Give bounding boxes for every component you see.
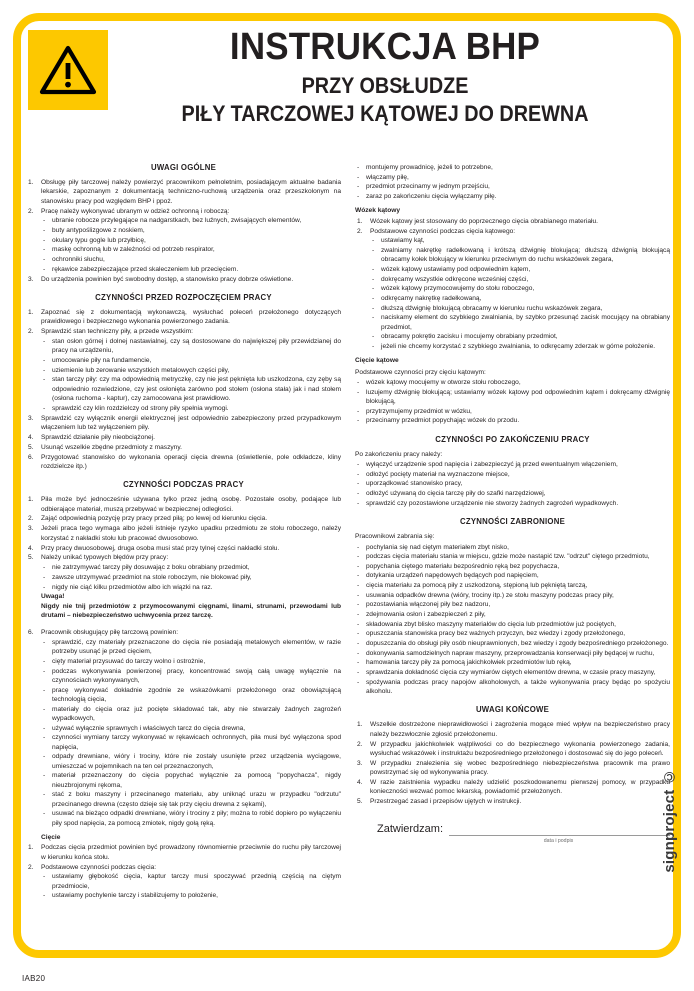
product-code: IAB20: [22, 974, 46, 983]
section-heading-uwagi-koncowe: UWAGI KOŃCOWE: [475, 705, 550, 715]
sublist: [370, 236, 670, 351]
list-uwagi-koncowe: [355, 720, 670, 806]
list-item: 1. Obsługę piły tarczowej należy powierzyć pracownikom pełnoletnim, posiadającym aktualne badania lekarskie, zapoznanym z dokumentacją techniczno-ruchową urządzenia oraz przeszkolonym na stanowisku pracy pod względem BHP i ppoż.: [28, 179, 341, 205]
list-item: - ubranie robocze przylegające na nadgarstkach, bez luźnych, zwisających elementów,: [41, 216, 341, 225]
list-item: - pochylania się nad ciętym materiałem zbyt nisko,: [355, 543, 670, 552]
left-column: [26, 163, 341, 953]
sublist: [41, 216, 341, 274]
subheading-ciecie: Cięcie: [41, 834, 61, 842]
list-item: - wózek kątowy przymocowujemy do stołu roboczego,: [370, 284, 670, 293]
subheading-wozek-katowy: Wózek kątowy: [355, 207, 401, 215]
list-item: - okulary typu gogle lub przyłbicę,: [41, 236, 341, 245]
list-item: - zaraz po zakończeniu cięcia wyłączamy piłę.: [355, 192, 670, 201]
section-heading-podczas-pracy: CZYNNOŚCI PODCZAS PRACY: [123, 480, 244, 490]
page-subtitle-line2: PIŁY TARCZOWEJ KĄTOWEJ DO DREWNA: [181, 101, 589, 127]
sublist: [41, 337, 341, 413]
list-item: - składowania zbyt blisko maszyny materiałów do cięcia lub przedmiotów już pociętych,: [355, 620, 670, 629]
list-item: - stać z boku maszyny i przecinanego materiału, aby uniknąć urazu w przypadku "odrzutu" przecinanego drewna (często dzieje się tak przy cięciu drewna z sękami),: [41, 790, 341, 809]
list-item: - uziemienie lub zerowanie wszystkich metalowych części piły,: [41, 366, 341, 375]
list-item: - opuszczania stanowiska pracy bez ważnych przyczyn, bez wiedzy i zgody przełożonego,: [355, 629, 670, 638]
list-item: 1. Wózek kątowy jest stosowany do poprzecznego cięcia obrabianego materiału.: [357, 217, 598, 225]
list-po-zakonczeniu: [355, 460, 670, 508]
section-heading-przed-rozpoczeciem: CZYNNOŚCI PRZED ROZPOCZĘCIEM PRACY: [95, 292, 272, 302]
list-item: - sprawdzania dokładność cięcia czy wymiarów ciętych elementów drewna, w czasie pracy maszyny,: [355, 668, 670, 677]
list-item: - montujemy prowadnicę, jeżeli to potrzebne,: [355, 163, 670, 172]
list-item: - wyłączyć urządzenie spod napięcia i zabezpieczyć ją przed ewentualnym włączeniem,: [355, 460, 670, 469]
list-item: - spożywania podczas pracy napojów alkoholowych, a także wykonywania pracy będąc po spożyciu alkoholu.: [355, 678, 670, 697]
list-item: - dotykania urządzeń napędowych będących pod napięciem,: [355, 571, 670, 580]
lead-text-zabronione: Pracownikowi zabrania się:: [355, 533, 435, 541]
list-item: 1. Wszelkie dostrzeżone nieprawidłowości i zagrożenia mogące mieć wpływ na bezpieczeństwo pracy należy bezzwłocznie zgłosić przełożonemu.: [357, 721, 670, 738]
list-item: - nie zatrzymywać tarczy piły dosuwając z boku obrabiany przedmiot,: [41, 563, 341, 572]
list-ciecie: [26, 843, 341, 900]
list-item: - używać wyłącznie sprawnych i właściwych tarcz do cięcia drewna,: [41, 724, 341, 733]
list-item: - pracę wykonywać dokładnie zgodnie ze wskazówkami przełożonego oraz obowiązującą technologią cięcia,: [41, 686, 341, 705]
list-item: - odłożyć pocięty materiał na wyznaczone miejsce,: [355, 470, 670, 479]
poster-header: [28, 28, 666, 158]
list-item: - wózek kątowy ustawiamy pod odpowiednim kątem,: [370, 265, 670, 274]
signature-block: [355, 823, 670, 844]
list-item: 3. Sprawdzić czy wyłącznik energii elektrycznej jest odpowiednio zabezpieczony przed przypadkowym włączeniem lub też wyłączeniem piły.: [28, 414, 341, 431]
list-item: - wózek kątowy mocujemy w otworze stołu roboczego,: [355, 378, 670, 387]
list-item: 1. Zapoznać się z dokumentacją wykonawczą, wysłuchać poleceń przełożonego dotyczących prawidłowego i bezpiecznego wykonania powierzonego zadania.: [28, 308, 341, 326]
list-item: - jeżeli nie chcemy korzystać z szybkiego zwalniania, to odkręcamy zderzak w górne położenie.: [370, 342, 670, 351]
section-heading-po-zakonczeniu: CZYNNOŚCI PO ZAKOŃCZENIU PRACY: [435, 434, 590, 444]
list-item: - luzujemy dźwignię blokującą; ustawiamy wózek kątowy pod odpowiednim kątem i dokręcamy dźwignię blokującą,: [355, 388, 670, 407]
list-item: 2. W przypadku jakichkolwiek wątpliwości co do bezpiecznego wykonania powierzonego zadania, wysłuchać wskazówek i instruktażu bezpośredniego przełożonego i dostosować się do jego poleceń.: [357, 740, 670, 757]
list-item: - dokręcamy wszystkie odkręcone wcześniej części,: [370, 275, 670, 284]
warning-label: Uwaga!: [41, 593, 65, 601]
continued-bullets: [355, 163, 670, 201]
list-item: - nigdy nie ciąć kilku przedmiotów albo ich wiązki na raz.: [41, 583, 341, 592]
list-item: 3. Do urządzenia powinien być swobodny dostęp, a stanowisko pracy dobrze oświetlone.: [28, 275, 294, 283]
list-item: - ustawiamy pochylenie tarczy i stabilizujemy to położenie,: [41, 891, 341, 900]
list-item: 2. Zająć odpowiednią pozycję przy pracy przed piłą; po lewej od kierunku cięcia.: [28, 515, 268, 523]
section-heading-zabronione: CZYNNOŚCI ZABRONIONE: [459, 517, 566, 527]
list-item: - materiały do cięcia oraz już pocięte składować tak, aby nie stwarzały żadnych zagrożeń wypadkowych,: [41, 705, 341, 724]
list-item: 4. W razie zaistnienia wypadku należy udzielić poszkodowanemu pierwszej pomocy, w przypadku konieczności wezwać pomoc lekarską, powiadomić przełożonych.: [357, 779, 670, 796]
list-item: - umocowanie piły na fundamencie,: [41, 356, 341, 365]
list-item: - usuwać na bieżąco odpadki drewniane, wióry i trociny z piły; można to robić dopiero po wyłączeniu piły spod napięcia, za pomocą zmiotek, nigdy gołą ręką.: [41, 809, 341, 828]
list-item: 2. Podstawowe czynności podczas cięcia: - ustawiamy głębokość cięcia, kaptur tarczy musi spoczywać przednią częścią na ciętym przedmiocie, - ustawiamy pochylenie tarczy i stabilizujemy to położenie,: [26, 863, 341, 901]
list-uwagi-ogolne: [26, 178, 341, 284]
spacer: [26, 621, 341, 628]
list-item: - sprawdzić czy klin rozdzielczy od strony piły spełnia wymogi.: [41, 404, 341, 413]
list-item: - odkręcamy nakrętkę radełkowaną,: [370, 294, 670, 303]
list-item: - przedmiot przecinamy w jednym przejściu,: [355, 182, 670, 191]
list-item: - czynności wymiany tarczy wykonywać w rękawicach ochronnych, piła musi być wyłączona spod napięcia,: [41, 733, 341, 752]
list-item: - maskę ochronną lub w zależności od potrzeb respirator,: [41, 245, 341, 254]
list-item: 2. Podstawowe czynności podczas cięcia kątowego: - ustawiamy kąt, - zwalniamy nakrętkę radełkowaną i krótszą dźwignię blokującą; dłuższą dźwignią blokującą obracamy kołek blokujący w kierunku przeciwnym do ruchu wskazówek zegara, - wózek kątowy ustawiamy pod odpowiednim kątem, - dokręcamy wszystkie odkręcone wcześniej części, - wózek kątowy przymocowujemy do stołu roboczego, - odkręcamy nakrętkę radełkowaną, - dłuższą dźwignię blokującą obracamy w kierunku ruchu wskazówek zegara, - naciskamy element do szybkiego zwalniania, by szybko przesunąć zacisk mocujący na obrabiany przedmiot, - obracamy pokrętło zacisku i mocujemy obrabiany przedmiot, - jeżeli nie chcemy korzystać z szybkiego zwalniania, to odkręcamy zderzak w górne położenie.: [355, 227, 670, 352]
section-heading-uwagi-ogolne: UWAGI OGÓLNE: [150, 163, 217, 172]
lead-text-po-zakonczeniu: Po zakończeniu pracy należy:: [355, 450, 443, 458]
page-subtitle-line1: PRZY OBSŁUDZE: [301, 73, 469, 98]
title-block: [108, 28, 666, 127]
list-item: - zawsze utrzymywać przedmiot na stole roboczym, nie blokować piły,: [41, 573, 341, 582]
list-ciecie-katowe: [355, 378, 670, 426]
list-item: - stan tarczy piły: czy ma odpowiednią metryczkę, czy nie jest pęknięta lub uszkodzona, czy zęby są odpowiednio rozwiedzione, czy jest osłonięta zarówno pod stołem (osłona stała) jak i nad stołem (osłona ruchoma - kaptur), czy zamocowana jest prawidłowo.: [41, 375, 341, 403]
list-przed-rozpoczeciem: [26, 308, 341, 471]
list-item: - rękawice zabezpieczające przed skaleczeniem lub przecięciem.: [41, 265, 341, 274]
list-item: - podczas wykonywania powierzonej pracy, koncentrować swoją całą uwagę wyłącznie na czynnościach wykonywanych,: [41, 667, 341, 686]
list-item: 2. Sprawdzić stan techniczny piły, a przede wszystkim: - stan osłon górnej i dolnej nastawialnej, czy są dostosowane do największej piły przewidzianej do pracy na urządzeniu, - umocowanie piły na fundamencie, - uziemienie lub zerowanie wszystkich metalowych części piły, - stan tarczy piły: czy ma odpowiednią metryczkę, czy nie jest pęknięta lub uszkodzona, czy zęby są odpowiednio rozwiedzione, czy jest osłonięta zarówno pod stołem (osłona stała) jak i nad stołem (osłona ruchoma - kaptur), czy zamocowana jest prawidłowo. - sprawdzić czy klin rozdzielczy od strony piły spełnia wymogi.: [26, 327, 341, 413]
list-item: - dopuszczania do obsługi piły osób nieuprawnionych, bez wiedzy i zgody bezpośredniego przełożonego.: [355, 639, 670, 648]
list-item: - dokonywania samodzielnych napraw maszyny, przeprowadzania konserwacji piły będącej w ruchu,: [355, 649, 670, 658]
list-item: - obracamy pokrętło zacisku i mocujemy obrabiany przedmiot,: [370, 332, 670, 341]
signature-caption: data i podpis: [543, 837, 574, 844]
sublist: [41, 872, 341, 900]
list-item: 4. Sprawdzić działanie piły nieobciążonej.: [28, 433, 155, 441]
list-item: 5. Usunąć wszelkie zbędne przedmioty z maszyny.: [28, 443, 182, 451]
signature-line[interactable]: [449, 824, 670, 836]
list-item: - uporządkować stanowisko pracy,: [355, 479, 670, 488]
list-item: - odłożyć używaną do cięcia tarczę piły do szafki narzędziowej,: [355, 489, 670, 498]
list-podczas-pracy: [26, 495, 341, 828]
list-item: 3. Jeżeli praca tego wymaga albo jeżeli istnieje ryzyko upadku przedmiotu ze stołu roboczego, należy korzystać z nakładki stołu lub pracować dwuosobowo.: [28, 525, 341, 542]
sublist: [41, 638, 341, 828]
list-item: - ochronniki słuchu,: [41, 255, 341, 264]
right-column: [355, 163, 670, 953]
list-item: 1. Podczas cięcia przedmiot powinien być prowadzony równomiernie przeciwnie do ruchu piły tarczowej w kierunku końca stołu.: [28, 844, 341, 861]
list-item: - dłuższą dźwignię blokującą obracamy w kierunku ruchu wskazówek zegara,: [370, 304, 670, 313]
list-zabronione: [355, 543, 670, 697]
list-item: - ustawiamy głębokość cięcia, kaptur tarczy musi spoczywać przednią częścią na ciętym przedmiocie,: [41, 872, 341, 891]
list-item: - odpady drewniane, wióry i trociny, które nie zostały usunięte przez urządzenia wyciągowe, umieszczać w pojemnikach na ten cel przeznaczonych,: [41, 752, 341, 771]
list-item: - ustawiamy kąt,: [370, 236, 670, 245]
warning-text: Nigdy nie tnij przedmiotów z przymocowanymi cięgnami, linami, strunami, przewodami lub drutami – niebezpieczeństwo uchwycenia przez tarczę.: [41, 602, 341, 620]
list-item: - popychania ciętego materiału bezpośrednio ręką bez popychacza,: [355, 562, 670, 571]
list-wozek-katowy: [355, 217, 670, 352]
list-item: - pozostawiania włączonej piły bez nadzoru,: [355, 600, 670, 609]
list-item: - zdejmowania osłon i zabezpieczeń z piły,: [355, 610, 670, 619]
list-item: - naciskamy element do szybkiego zwalniania, by szybko przesunąć zacisk mocujący na obrabiany przedmiot,: [370, 313, 670, 332]
signature-row: [377, 823, 670, 836]
list-item: - podczas cięcia materiału stania w miejscu, gdzie może nastąpić tzw. "odrzut" ciętego przedmiotu,: [355, 552, 670, 561]
sublist: [41, 563, 341, 592]
list-item: 5. Należy unikać typowych błędów przy pracy: - nie zatrzymywać tarczy piły dosuwając z boku obrabiany przedmiot, - zawsze utrzymywać przedmiot na stole roboczym, nie blokować piły, - nigdy nie ciąć kilku przedmiotów albo ich wiązki na raz. Uwaga! Nigdy nie tnij przedmiotów z przymocowanymi cięgnami, linami, strunami, przewodami lub drutami – niebezpieczeństwo uchwycenia przez tarczę.: [26, 553, 341, 620]
list-item: - sprawdzić czy pozostawione urządzenie nie stworzy żadnych zagrożeń wypadkowych.: [355, 499, 670, 508]
list-item: - stan osłon górnej i dolnej nastawialnej, czy są dostosowane do największej piły przewidzianej do pracy na urządzeniu,: [41, 337, 341, 356]
list-item: - hamowania tarczy piły za pomocą jakichkolwiek przedmiotów lub ręką,: [355, 658, 670, 667]
warning-triangle-icon: [28, 30, 108, 110]
signature-label: Zatwierdzam:: [377, 822, 444, 835]
list-item: - przecinamy przedmiot popychając wózek do przodu.: [355, 416, 670, 425]
list-item: 3. W przypadku znalezienia się wobec bezpośredniego niebezpieczeństwa pracownik ma prawo powstrzymać się od wykonywania pracy.: [357, 759, 670, 777]
list-item: 5. Przestrzegać zasad i przepisów ujętych w instrukcji.: [357, 798, 522, 806]
lead-text-ciecie-katowe: Podstawowe czynności przy cięciu kątowym:: [355, 368, 486, 376]
list-item: - materiał przeznaczony do cięcia popychać wyłącznie za pomocą "popychacza", nigdy nieuzbrojonymi rękoma,: [41, 771, 341, 790]
list-item: - cięcia materiału za pomocą piły z uszkodzoną, stępioną lub pękniętą tarczą,: [355, 581, 670, 590]
list-item: - buty antypoślizgowe z noskiem,: [41, 226, 341, 235]
list-item: 2. Pracę należy wykonywać ubranym w odzież ochronną i roboczą: - ubranie robocze przylegające na nadgarstkach, bez luźnych, zwisających elementów, - buty antypoślizgowe z noskiem, - okulary typu gogle lub przyłbicę, - maskę ochronną lub w zależności od potrzeb respirator, - ochronniki słuchu, - rękawice zabezpieczające przed skaleczeniem lub przecięciem.: [26, 207, 341, 275]
list-item: 4. Przy pracy dwuosobowej, druga osoba musi stać przy tylnej części nakładki stołu.: [28, 544, 280, 552]
brand-watermark: signproject ©: [661, 768, 678, 873]
list-item: - włączamy piłę,: [355, 173, 670, 182]
list-item: 6. Przygotować stanowisko do wykonania operacji cięcia drewna (oświetlenie, pole odkładcze, kliny rozdzielcze itp.): [28, 453, 341, 470]
content-columns: [26, 163, 670, 953]
list-item: - zwalniamy nakrętkę radełkowaną i krótszą dźwignię blokującą; dłuższą dźwignią blokującą obracamy kołek blokujący w kierunku przeciwnym do ruchu wskazówek zegara,: [370, 246, 670, 265]
list-item: - przytrzymujemy przedmiot w wózku,: [355, 407, 670, 416]
subheading-ciecie-katowe: Cięcie kątowe: [355, 357, 399, 365]
list-item: 6. Pracownik obsługujący piłę tarczową powinien: - sprawdzić, czy materiały przeznaczone do cięcia nie posiadają metalowych elementów, w razie potrzeby usunąć je przed cięciem, - cięty materiał przysuwać do tarczy wolno i ostrożnie, - podczas wykonywania powierzonej pracy, koncentrować swoją całą uwagę wyłącznie na czynnościach wykonywanych, - pracę wykonywać dokładnie zgodnie ze wskazówkami przełożonego oraz obowiązującą technologią cięcia, - materiały do cięcia oraz już pocięte składować tak, aby nie stwarzały żadnych zagrożeń wypadkowych, - używać wyłącznie sprawnych i właściwych tarcz do cięcia drewna, - czynności wymiany tarczy wykonywać w rękawicach ochronnych, piła musi być wyłączona spod napięcia, - odpady drewniane, wióry i trociny, które nie zostały usunięte przez urządzenia wyciągowe, umieszczać w pojemnikach na ten cel przeznaczonych, - materiał przeznaczony do cięcia popychać wyłącznie za pomocą "popychacza", nigdy nieuzbrojonymi rękoma, - stać z boku maszyny i przecinanego materiału, aby uniknąć urazu w przypadku "odrzutu" przecinanego drewna (często dzieje się tak przy cięciu drewna z sękami), - usuwać na bieżąco odpadki drewniane, wióry i trociny z piły; można to robić dopiero po wyłączeniu piły spod napięcia, za pomocą zmiotek, nigdy gołą ręką.: [26, 628, 341, 828]
list-item: 1. Piła może być jednocześnie używana tylko przez jedną osobę. Pozostałe osoby, podające lub odbierające materiał, muszą przebywać w bezpiecznej odległości.: [28, 496, 341, 513]
list-item: - cięty materiał przysuwać do tarczy wolno i ostrożnie,: [41, 657, 341, 666]
page-title: INSTRUKCJA BHP: [229, 26, 541, 68]
list-item: - usuwania odpadków drewna (wióry, trociny itp.) ze stołu maszyny podczas pracy piły,: [355, 591, 670, 600]
list-item: - sprawdzić, czy materiały przeznaczone do cięcia nie posiadają metalowych elementów, w razie potrzeby usunąć je przed cięciem,: [41, 638, 341, 657]
